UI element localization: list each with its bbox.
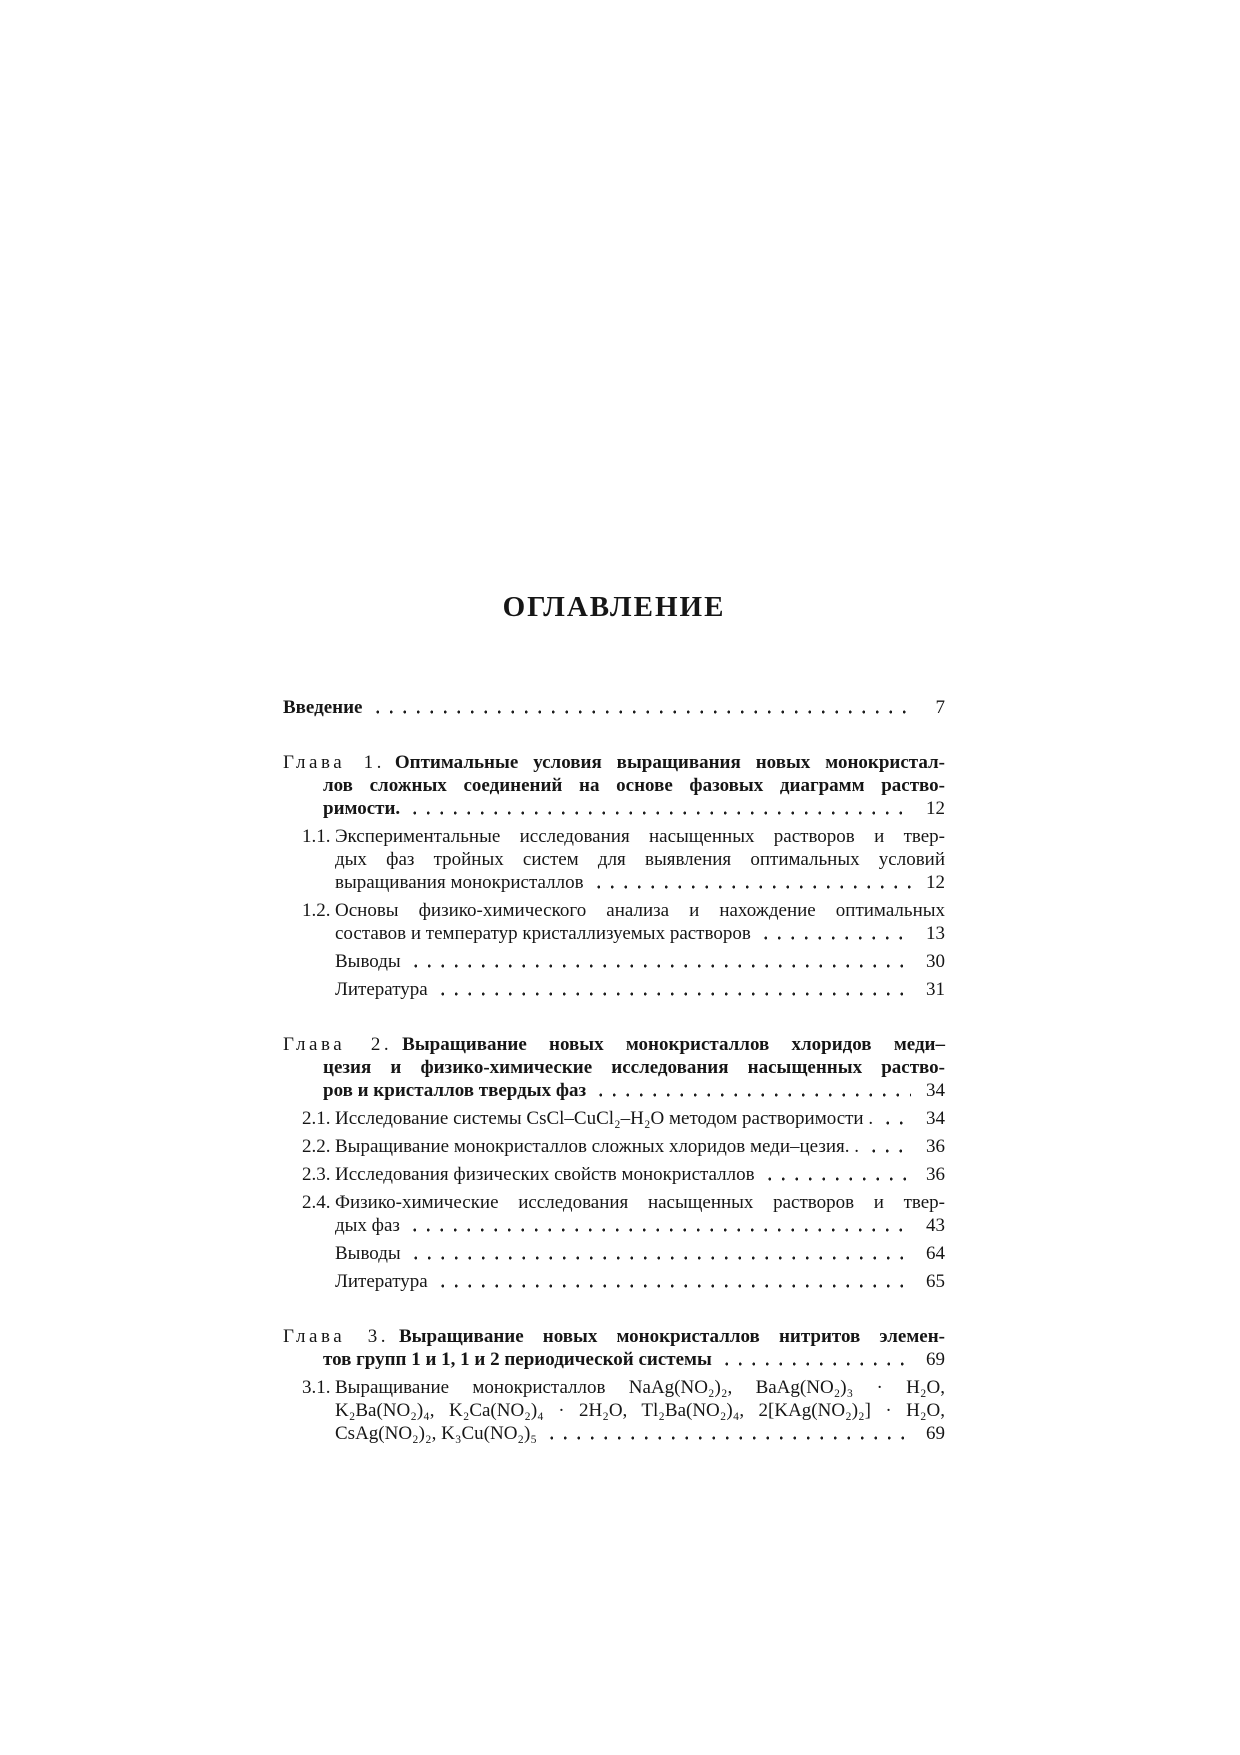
section-number: 2.4.	[302, 1192, 331, 1213]
toc-entry-text: ров и кристаллов твердых фаз	[323, 1080, 587, 1101]
section-title-line: Физико-химические исследования насыщенных растворов и твер-	[335, 1192, 945, 1213]
table-of-contents	[283, 696, 945, 1445]
toc-entry-last-line	[335, 950, 945, 973]
toc-entry-section	[283, 1191, 945, 1237]
chapter-title-line: цезия и физико-химические исследования насыщенных раство-	[323, 1057, 945, 1078]
toc-entry-text: Исследования физических свойств монокристаллов	[335, 1164, 755, 1185]
dot-leader	[881, 1107, 911, 1130]
toc-entry-text: тов групп 1 и 1, 1 и 2 периодической системы	[323, 1349, 712, 1370]
toc-entry-last-line	[335, 978, 945, 1001]
toc-entry-section	[283, 1376, 945, 1445]
dot-leader	[409, 950, 911, 973]
toc-entry-text: Выращивание монокристаллов сложных хлоридов меди–цезия. .	[335, 1136, 860, 1157]
chapter-title-line: лов сложных соединений на основе фазовых диаграмм раство-	[323, 775, 945, 796]
toc-entry-text: Литература	[335, 979, 428, 1000]
toc-entry-section	[283, 1107, 945, 1130]
toc-entry-section	[283, 825, 945, 894]
dot-leader	[592, 871, 911, 894]
chapter-title-text: Оптимальные условия выращивания новых монокристал-	[394, 752, 946, 773]
toc-entry-last-line	[283, 696, 945, 719]
toc-entry-last-line	[335, 1214, 945, 1237]
toc-entry-chapter	[283, 1325, 945, 1371]
toc-entry-last-line	[335, 1422, 945, 1445]
page-number: 64	[926, 1243, 945, 1264]
page-number: 7	[935, 697, 945, 718]
dot-leader	[408, 797, 911, 820]
dot-leader	[759, 922, 911, 945]
page-number: 65	[926, 1271, 945, 1292]
section-title-line: Выращивание монокристаллов NaAg(NO₂)₂, BaAg(NO₂)₃ · H₂O,	[335, 1377, 945, 1398]
toc-entry-last-line	[323, 797, 945, 820]
section-title-line: K₂Ba(NO₂)₄, K₂Ca(NO₂)₄ · 2H₂O, Tl₂Ba(NO₂)₄, 2[KAg(NO₂)₂] · H₂O,	[335, 1400, 945, 1421]
section-number: 1.1.	[302, 826, 331, 847]
toc-entry-text: CsAg(NO₂)₂, K₃Cu(NO₂)₅	[335, 1423, 537, 1444]
toc-entry-last-line	[335, 1163, 945, 1186]
toc-entry-plain	[335, 1270, 945, 1293]
page-number: 12	[926, 798, 945, 819]
chapter-title-line	[283, 1325, 946, 1348]
toc-entry-text: составов и температур кристаллизуемых растворов	[335, 923, 751, 944]
toc-entry-text: Введение	[283, 697, 363, 718]
chapter-title-line	[283, 1033, 946, 1056]
toc-entry-text: Исследование системы CsCl–CuCl₂–H₂O методом растворимости .	[335, 1108, 874, 1129]
toc-entry-last-line	[335, 922, 945, 945]
page-number: 31	[926, 979, 945, 1000]
page-number: 34	[926, 1080, 945, 1101]
section-number: 2.2.	[302, 1136, 331, 1157]
toc-entry-text: римости.	[323, 798, 401, 819]
section-number: 1.2.	[302, 900, 331, 921]
chapter-title-line	[283, 751, 946, 774]
section-title-line: Основы физико-химического анализа и нахождение оптимальных	[335, 900, 945, 921]
dot-leader	[436, 978, 911, 1001]
toc-entry-text: выращивания монокристаллов	[335, 872, 584, 893]
toc-entry-last-line	[335, 1242, 945, 1265]
toc-entry-last-line	[323, 1079, 945, 1102]
toc-entry-section	[283, 899, 945, 945]
dot-leader	[409, 1242, 911, 1265]
toc-entry-last-line	[335, 1270, 945, 1293]
section-title-line: Экспериментальные исследования насыщенных растворов и твер-	[335, 826, 945, 847]
section-title-line: дых фаз тройных систем для выявления оптимальных условий	[335, 849, 945, 870]
page-number: 12	[926, 872, 945, 893]
section-number: 3.1.	[302, 1377, 331, 1398]
dot-leader	[867, 1135, 911, 1158]
page-number: 13	[926, 923, 945, 944]
toc-entry-plain	[335, 950, 945, 973]
page-number: 69	[926, 1349, 945, 1370]
dot-leader	[371, 696, 912, 719]
page-title: ОГЛАВЛЕНИЕ	[502, 591, 726, 623]
section-number: 2.3.	[302, 1164, 331, 1185]
dot-leader	[763, 1163, 911, 1186]
chapter-number: Глава 1.	[283, 752, 385, 773]
toc-entry-text: Выводы	[335, 1243, 401, 1264]
toc-content	[283, 592, 945, 1445]
chapter-number: Глава 2.	[283, 1034, 393, 1055]
toc-entry-plain	[335, 978, 945, 1001]
chapter-title-text: Выращивание новых монокристаллов хлоридов меди–	[402, 1034, 946, 1055]
dot-leader	[408, 1214, 911, 1237]
dot-leader	[594, 1079, 911, 1102]
toc-entry-text: Литература	[335, 1271, 428, 1292]
toc-entry-last-line	[335, 1135, 945, 1158]
page-number: 30	[926, 951, 945, 972]
toc-entry-last-line	[335, 871, 945, 894]
toc-entry-intro	[283, 696, 945, 719]
chapter-title-text: Выращивание новых монокристаллов нитритов элемен-	[399, 1326, 946, 1347]
dot-leader	[720, 1348, 911, 1371]
toc-entry-section	[283, 1163, 945, 1186]
page-number: 36	[926, 1136, 945, 1157]
chapter-number: Глава 3.	[283, 1326, 389, 1347]
section-number: 2.1.	[302, 1108, 331, 1129]
toc-entry-section	[283, 1135, 945, 1158]
toc-entry-plain	[335, 1242, 945, 1265]
dot-leader	[545, 1422, 911, 1445]
toc-entry-text: Выводы	[335, 951, 401, 972]
page-number: 34	[926, 1108, 945, 1129]
toc-entry-chapter	[283, 751, 945, 820]
toc-entry-chapter	[283, 1033, 945, 1102]
toc-entry-last-line	[323, 1348, 945, 1371]
toc-entry-text: дых фаз	[335, 1215, 400, 1236]
page-number: 69	[926, 1423, 945, 1444]
toc-entry-last-line	[335, 1107, 945, 1130]
page-number: 36	[926, 1164, 945, 1185]
page-number: 43	[926, 1215, 945, 1236]
dot-leader	[436, 1270, 911, 1293]
